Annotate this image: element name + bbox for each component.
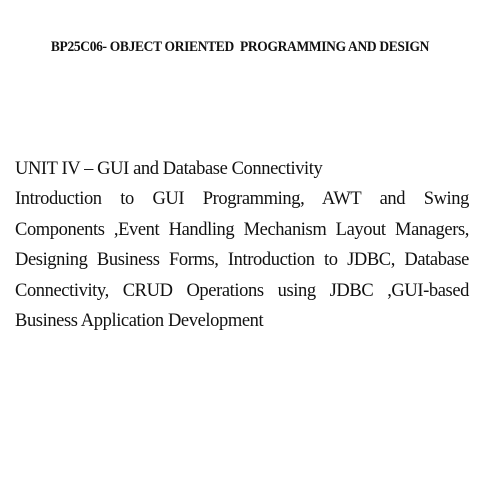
unit-heading: UNIT IV – GUI and Database Connectivity (15, 159, 323, 179)
unit-content: Introduction to GUI Programming, AWT and Swing Components ,Event Handling Mechanism Layout Managers, Designing Business Forms, Introduction to JDBC, Database Connectivity, CRUD Operations using JDBC ,GUI-based Business Application Development (15, 189, 469, 331)
course-title: BP25C06- OBJECT ORIENTED PROGRAMMING AND DESIGN (50, 39, 430, 55)
unit-section (15, 154, 469, 337)
